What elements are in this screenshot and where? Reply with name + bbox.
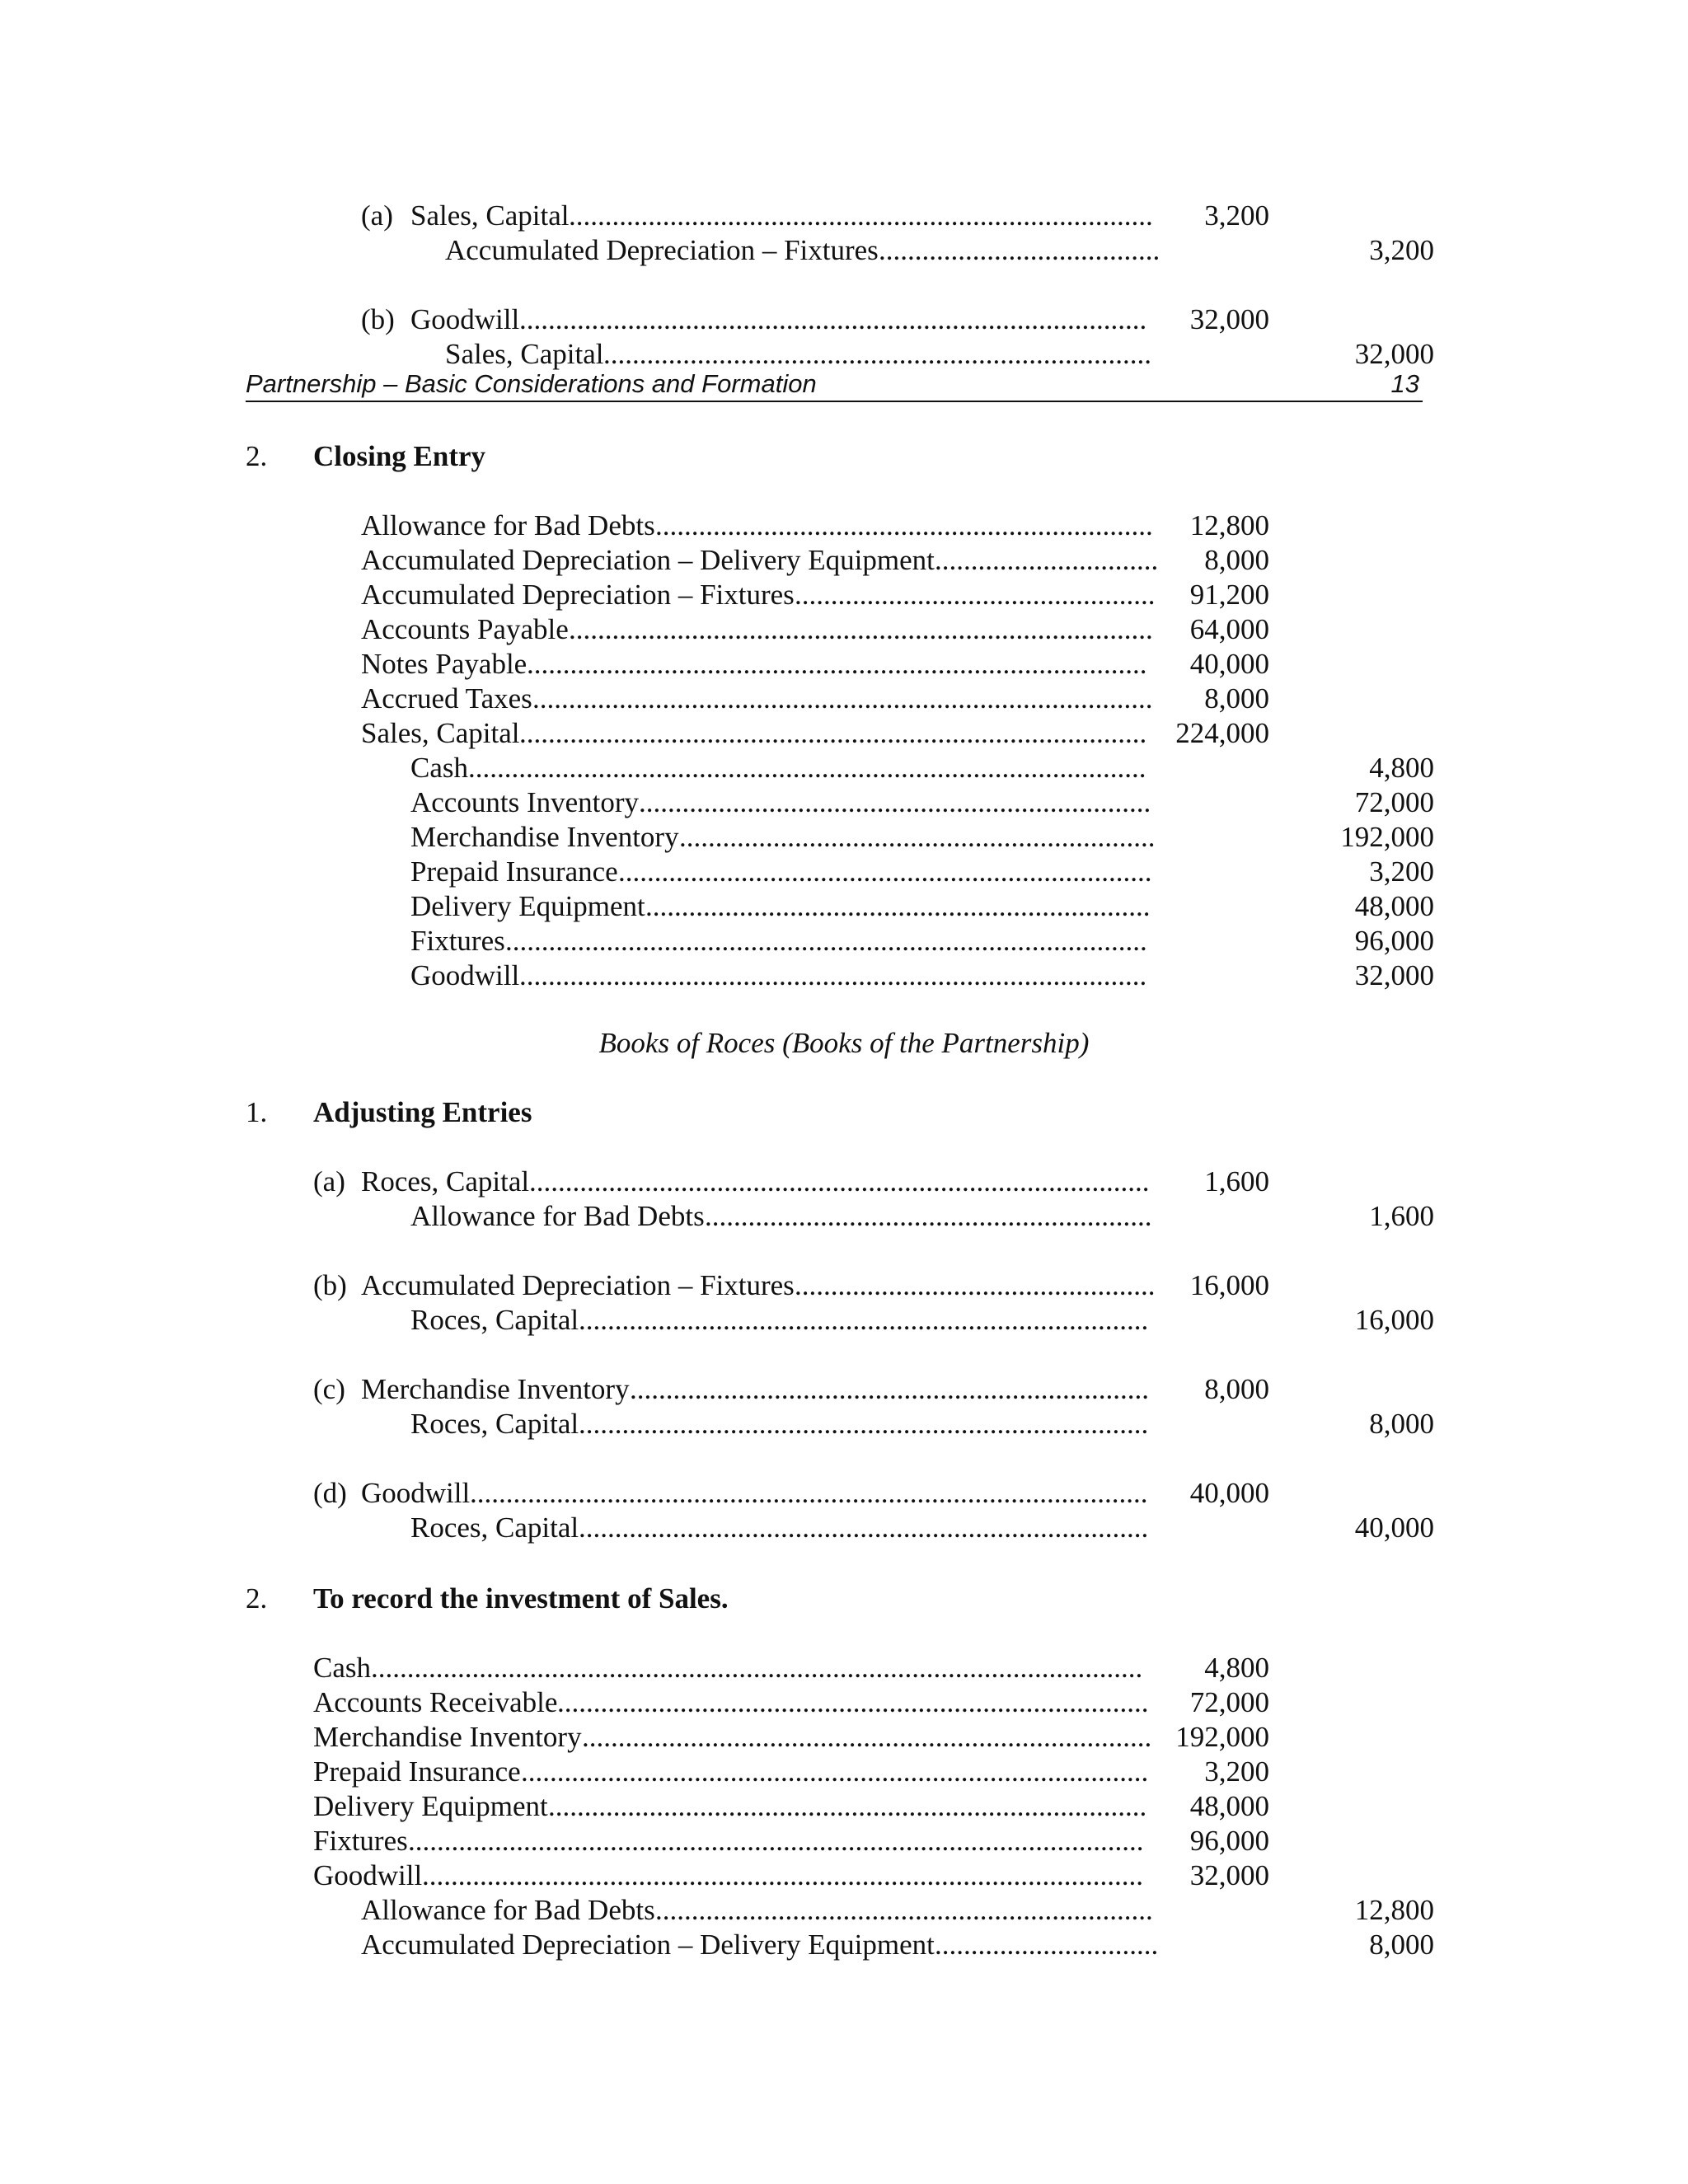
journal-line <box>0 819 1688 855</box>
journal-line <box>0 888 1688 925</box>
credit-amount: 3,200 <box>1369 855 1434 888</box>
debit-amount: 32,000 <box>1189 303 1269 335</box>
leader-dots: ....................................... <box>879 234 1160 266</box>
leader-dots: ............................................................................... <box>579 1304 1149 1336</box>
journal-line <box>0 1406 1688 1442</box>
journal-line <box>0 1164 1688 1200</box>
journal-line <box>0 1371 1688 1408</box>
credit-amount: 12,800 <box>1354 1894 1434 1926</box>
leader-dots: ......................................................................................... <box>505 925 1147 957</box>
account-name: Sales, Capital <box>410 199 570 232</box>
leader-dots: ............................... <box>935 1929 1159 1961</box>
leader-dots: .................................................................................................... <box>422 1859 1143 1891</box>
account-name: Accumulated Depreciation – Fixtures <box>361 1269 795 1301</box>
account-name: Delivery Equipment <box>410 890 645 922</box>
leader-dots: ............................... <box>935 544 1159 576</box>
section-title: Closing Entry <box>313 440 486 472</box>
leader-dots: ........................................................................................................... <box>371 1652 1143 1684</box>
journal-line <box>0 923 1688 959</box>
debit-amount: 192,000 <box>1175 1721 1269 1753</box>
debit-amount: 40,000 <box>1189 648 1269 680</box>
leader-dots: ....................................................................................... <box>519 303 1147 335</box>
credit-amount: 96,000 <box>1354 925 1434 957</box>
account-name: Delivery Equipment <box>313 1790 548 1822</box>
leader-dots: ....................................................................................... <box>519 717 1147 749</box>
journal-line <box>0 1198 1688 1235</box>
leader-dots: ...................................................................... <box>645 890 1151 922</box>
section-title: To record the investment of Sales. <box>313 1582 729 1615</box>
leader-dots: ................................................................................. <box>569 613 1153 645</box>
journal-line <box>0 198 1688 234</box>
account-name: Roces, Capital <box>410 1304 579 1336</box>
credit-amount: 48,000 <box>1354 890 1434 922</box>
journal-line <box>0 1302 1688 1338</box>
account-name: Accumulated Depreciation – Fixtures <box>445 234 879 266</box>
journal-line <box>0 612 1688 648</box>
journal-line <box>0 302 1688 338</box>
account-name: Accounts Payable <box>361 613 569 645</box>
journal-line <box>0 1719 1688 1755</box>
journal-line <box>0 958 1688 994</box>
journal-line <box>0 681 1688 717</box>
account-name: Merchandise Inventory <box>361 1373 630 1405</box>
journal-line <box>0 750 1688 786</box>
debit-amount: 8,000 <box>1204 1373 1269 1405</box>
journal-line <box>0 542 1688 579</box>
journal-line <box>0 1510 1688 1546</box>
leader-dots: ...................................................................................................... <box>408 1825 1144 1857</box>
account-name: Allowance for Bad Debts <box>361 1894 655 1926</box>
section-heading <box>0 438 1688 475</box>
debit-amount: 72,000 <box>1189 1686 1269 1718</box>
leader-dots: .................................................................. <box>679 821 1156 853</box>
leader-dots: ...................................................................................... <box>532 682 1153 715</box>
journal-line <box>0 715 1688 752</box>
leader-dots: .................................................. <box>795 1269 1156 1301</box>
leader-dots: .............................................................. <box>705 1200 1152 1232</box>
journal-line <box>0 508 1688 544</box>
account-name: Cash <box>410 752 468 784</box>
leader-dots: .............................................................................................. <box>470 1477 1148 1509</box>
leader-dots: ............................................................................... <box>582 1721 1152 1753</box>
leader-dots: ..................................................................... <box>655 1894 1153 1926</box>
debit-amount: 8,000 <box>1204 682 1269 715</box>
section-title: Adjusting Entries <box>313 1096 532 1128</box>
section-number: 2. <box>246 440 268 472</box>
journal-line <box>0 1788 1688 1825</box>
journal-line <box>0 1268 1688 1304</box>
journal-line <box>0 1892 1688 1929</box>
entry-letter: (d) <box>313 1477 347 1509</box>
journal-line <box>0 1823 1688 1859</box>
leader-dots: ...................................................................................... <box>529 1165 1150 1197</box>
journal-line <box>0 577 1688 613</box>
credit-amount: 32,000 <box>1354 959 1434 991</box>
entry-letter: (b) <box>361 303 395 335</box>
debit-amount: 64,000 <box>1189 613 1269 645</box>
account-name: Allowance for Bad Debts <box>361 509 655 541</box>
account-name: Goodwill <box>410 303 520 335</box>
entry-letter: (c) <box>313 1373 345 1405</box>
debit-amount: 224,000 <box>1175 717 1269 749</box>
leader-dots: .............................................................................................. <box>468 752 1146 784</box>
debit-amount: 96,000 <box>1189 1825 1269 1857</box>
account-name: Allowance for Bad Debts <box>410 1200 705 1232</box>
leader-dots: ........................................................................ <box>630 1373 1149 1405</box>
credit-amount: 3,200 <box>1369 234 1434 266</box>
leader-dots: ....................................................................................... <box>521 1755 1149 1788</box>
entry-letter: (a) <box>361 199 393 232</box>
account-name: Sales, Capital <box>361 717 520 749</box>
credit-amount: 40,000 <box>1354 1511 1434 1544</box>
leader-dots: ..................................................................... <box>655 509 1153 541</box>
section-number: 1. <box>246 1096 268 1128</box>
debit-amount: 91,200 <box>1189 579 1269 611</box>
account-name: Accounts Inventory <box>410 786 640 818</box>
credit-amount: 8,000 <box>1369 1929 1434 1961</box>
leader-dots: ....................................................................................... <box>519 959 1147 991</box>
credit-amount: 192,000 <box>1340 821 1434 853</box>
debit-amount: 4,800 <box>1204 1652 1269 1684</box>
leader-dots: .......................................................................... <box>618 855 1152 888</box>
debit-amount: 12,800 <box>1189 509 1269 541</box>
journal-line <box>0 1754 1688 1790</box>
account-name: Goodwill <box>361 1477 471 1509</box>
account-name: Accumulated Depreciation – Delivery Equipment <box>361 544 935 576</box>
leader-dots: .................................................................................. <box>557 1686 1149 1718</box>
debit-amount: 3,200 <box>1204 1755 1269 1788</box>
leader-dots: .................................................. <box>795 579 1156 611</box>
journal-line <box>0 646 1688 682</box>
entry-letter: (b) <box>313 1269 347 1301</box>
credit-amount: 8,000 <box>1369 1408 1434 1440</box>
page-number: 13 <box>1390 369 1419 398</box>
page-footer <box>246 368 1423 402</box>
account-name: Accrued Taxes <box>361 682 532 715</box>
debit-amount: 8,000 <box>1204 544 1269 576</box>
credit-amount: 16,000 <box>1354 1304 1434 1336</box>
debit-amount: 3,200 <box>1204 199 1269 232</box>
debit-amount: 40,000 <box>1189 1477 1269 1509</box>
account-name: Goodwill <box>313 1859 423 1891</box>
leader-dots: ................................................................................... <box>548 1790 1147 1822</box>
account-name: Accounts Receivable <box>313 1686 558 1718</box>
leader-dots: ............................................................................... <box>579 1408 1149 1440</box>
credit-amount: 32,000 <box>1354 338 1434 370</box>
debit-amount: 32,000 <box>1189 1859 1269 1891</box>
account-name: Sales, Capital <box>445 338 604 370</box>
credit-amount: 1,600 <box>1369 1200 1434 1232</box>
debit-amount: 1,600 <box>1204 1165 1269 1197</box>
leader-dots: ............................................................................ <box>603 338 1151 370</box>
account-name: Cash <box>313 1652 371 1684</box>
journal-line <box>0 1650 1688 1686</box>
journal-line <box>0 1685 1688 1721</box>
journal-line <box>0 785 1688 821</box>
credit-amount: 72,000 <box>1354 786 1434 818</box>
journal-line <box>0 1858 1688 1894</box>
debit-amount: 48,000 <box>1189 1790 1269 1822</box>
books-title: Books of Roces (Books of the Partnership) <box>598 1027 1090 1059</box>
account-name: Roces, Capital <box>410 1511 579 1544</box>
credit-amount: 4,800 <box>1369 752 1434 784</box>
account-name: Roces, Capital <box>361 1165 530 1197</box>
leader-dots: ............................................................................... <box>579 1511 1149 1544</box>
account-name: Roces, Capital <box>410 1408 579 1440</box>
journal-line <box>0 1475 1688 1511</box>
leader-dots: ...................................................................................... <box>527 648 1147 680</box>
entry-letter: (a) <box>313 1165 345 1197</box>
journal-line <box>0 1927 1688 1963</box>
account-name: Fixtures <box>410 925 505 957</box>
journal-line <box>0 854 1688 890</box>
account-name: Fixtures <box>313 1825 408 1857</box>
account-name: Merchandise Inventory <box>410 821 679 853</box>
section-heading <box>0 1094 1688 1131</box>
section-number: 2. <box>246 1582 268 1615</box>
account-name: Prepaid Insurance <box>313 1755 521 1788</box>
account-name: Merchandise Inventory <box>313 1721 582 1753</box>
account-name: Prepaid Insurance <box>410 855 618 888</box>
debit-amount: 16,000 <box>1189 1269 1269 1301</box>
account-name: Accumulated Depreciation – Delivery Equipment <box>361 1929 935 1961</box>
footer-title: Partnership – Basic Considerations and Formation <box>246 369 817 398</box>
account-name: Notes Payable <box>361 648 528 680</box>
account-name: Accumulated Depreciation – Fixtures <box>361 579 795 611</box>
account-name: Goodwill <box>410 959 520 991</box>
leader-dots: ....................................................................... <box>639 786 1151 818</box>
leader-dots: ................................................................................. <box>569 199 1153 232</box>
journal-line <box>0 232 1688 269</box>
section-heading <box>0 1581 1688 1617</box>
